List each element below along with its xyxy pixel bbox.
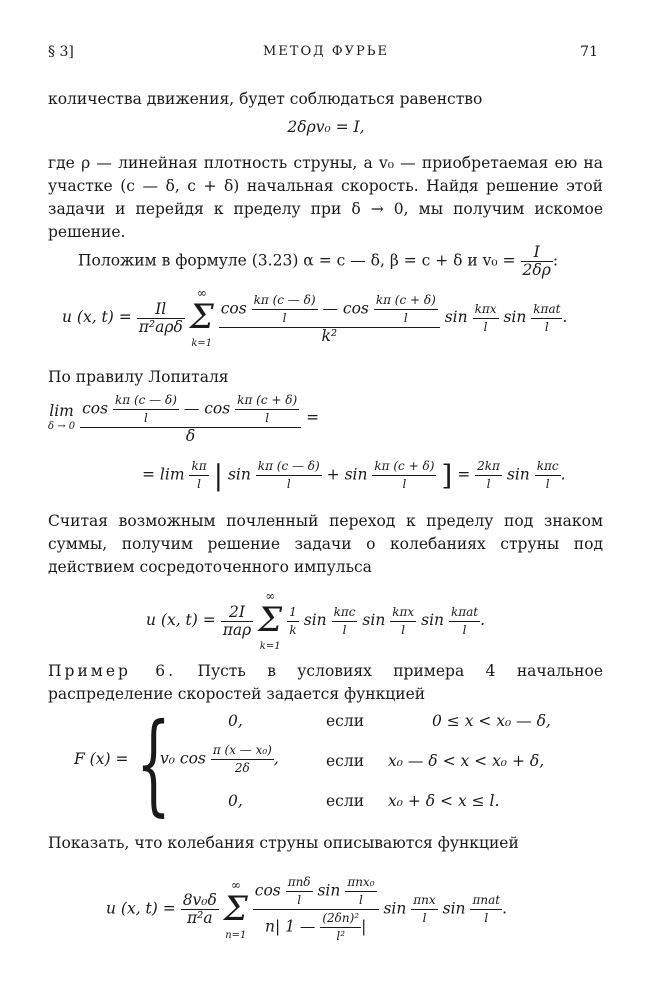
paragraph-2: где ρ — линейная плотность струны, а v₀ — приобретаемая ею на участке (c — δ, c + δ) начальная скорость. Найдя решение этой задачи и перейдя к пределу при δ → 0, мы получим искомое решение. xyxy=(48,154,603,241)
piecewise-row-1-word: если xyxy=(326,712,365,730)
section-marker: § 3] xyxy=(48,44,74,60)
left-brace: { xyxy=(136,699,171,827)
paragraph-3-text: Положим в формуле (3.23) α = c — δ, β = c + δ и v₀ = xyxy=(78,251,516,270)
paragraph-6: Пример 6. Пусть в условиях примера 4 начальное распределение скоростей задается функцией xyxy=(48,662,603,703)
example-label: Пример 6. xyxy=(48,662,177,680)
equation-5-lhs: F (x) = xyxy=(74,750,129,768)
piecewise-row-2-word: если xyxy=(326,752,365,770)
piecewise-row-3-word: если xyxy=(326,792,365,810)
piecewise-row-1-value: 0, xyxy=(228,712,243,730)
paragraph-7: Показать, что колебания струны описываются функцией xyxy=(48,834,519,852)
v0-fraction: $\frac{I}{2\delta\rho}$ xyxy=(522,243,551,279)
piecewise-row-2-value: v₀ cos $\frac{\text{π (x — x₀)}}{2\delta}$ , xyxy=(160,743,279,775)
piecewise-row-2-cond: x₀ — δ < x < x₀ + δ, xyxy=(388,752,545,770)
piecewise-row-1-cond: 0 ≤ x < x₀ — δ, xyxy=(432,712,551,730)
paragraph-3: Положим в формуле (3.23) α = c — δ, β = c + δ и v₀ = $\frac{I}{2\delta\rho}$ : xyxy=(78,243,559,279)
piecewise-row-3-cond: x₀ + δ < x ≤ l. xyxy=(388,792,500,810)
piecewise-row-3-value: 0, xyxy=(228,792,243,810)
equation-3-line-2: = lim $\frac{k\pi}{l}$ | sin $\frac{k\pi (c — \delta)}{l}$ + sin $\frac{k\pi (c + \delta)}{l}$ ] = $\frac{2k\pi}{l}$ sin $\frac{\text{kπc}}{l}$ . xyxy=(142,459,566,492)
paragraph-5: Считая возможным почленный переход к пределу под знаком суммы, получим решение задачи о колебаниях струны под действием сосредоточенного импульса xyxy=(48,512,603,576)
page-number: 71 xyxy=(580,44,598,60)
equation-1: 2δρv₀ = I, xyxy=(287,118,365,136)
equation-3-line-1: lim δ → 0 cos $\frac{k\pi (c — \delta)}{l}$ — cos $\frac{k\pi (c + \delta)}{l}$ δ = xyxy=(48,393,320,445)
equation-4: u (x, t) = $\frac{2I}{\text{πaρ}}$ ∞ Σ k=1 $\frac{1}{k}$ sin $\frac{\text{kπc}}{l}$ sin $\frac{\text{kπx}}{l}$ sin $\frac{\text{kπat}}{l}$ . xyxy=(146,589,486,652)
page-title: МЕТОД ФУРЬЕ xyxy=(262,44,389,59)
equation-2: u (x, t) = $\frac{Il}{\text{π²aρδ}}$ ∞ Σ k=1 cos $\frac{k\pi (c — \delta)}{l}$ — cos $\frac{k\pi (c + \delta)}{l}$ k² sin $\frac{\text{kπx}}{l}$ sin $\frac{\text{kπat}}{l}$ . xyxy=(62,286,568,349)
paragraph-1: количества движения, будет соблюдаться равенство xyxy=(48,90,483,108)
equation-6: u (x, t) = $\frac{\text{8v₀δ}}{\text{π²a}}$ ∞ Σ n=1 cos $\frac{\text{πnδ}}{l}$ sin $\frac{\text{πnx₀}}{l}$ n| 1 — $\frac{\text{(2δn)²}}{\text{l²}}$ | sin $\frac{\text{πnx}}{l}$ sin $\frac{\text{πnat}}{l}$ . xyxy=(106,875,507,943)
paragraph-4: По правилу Лопиталя xyxy=(48,368,229,386)
